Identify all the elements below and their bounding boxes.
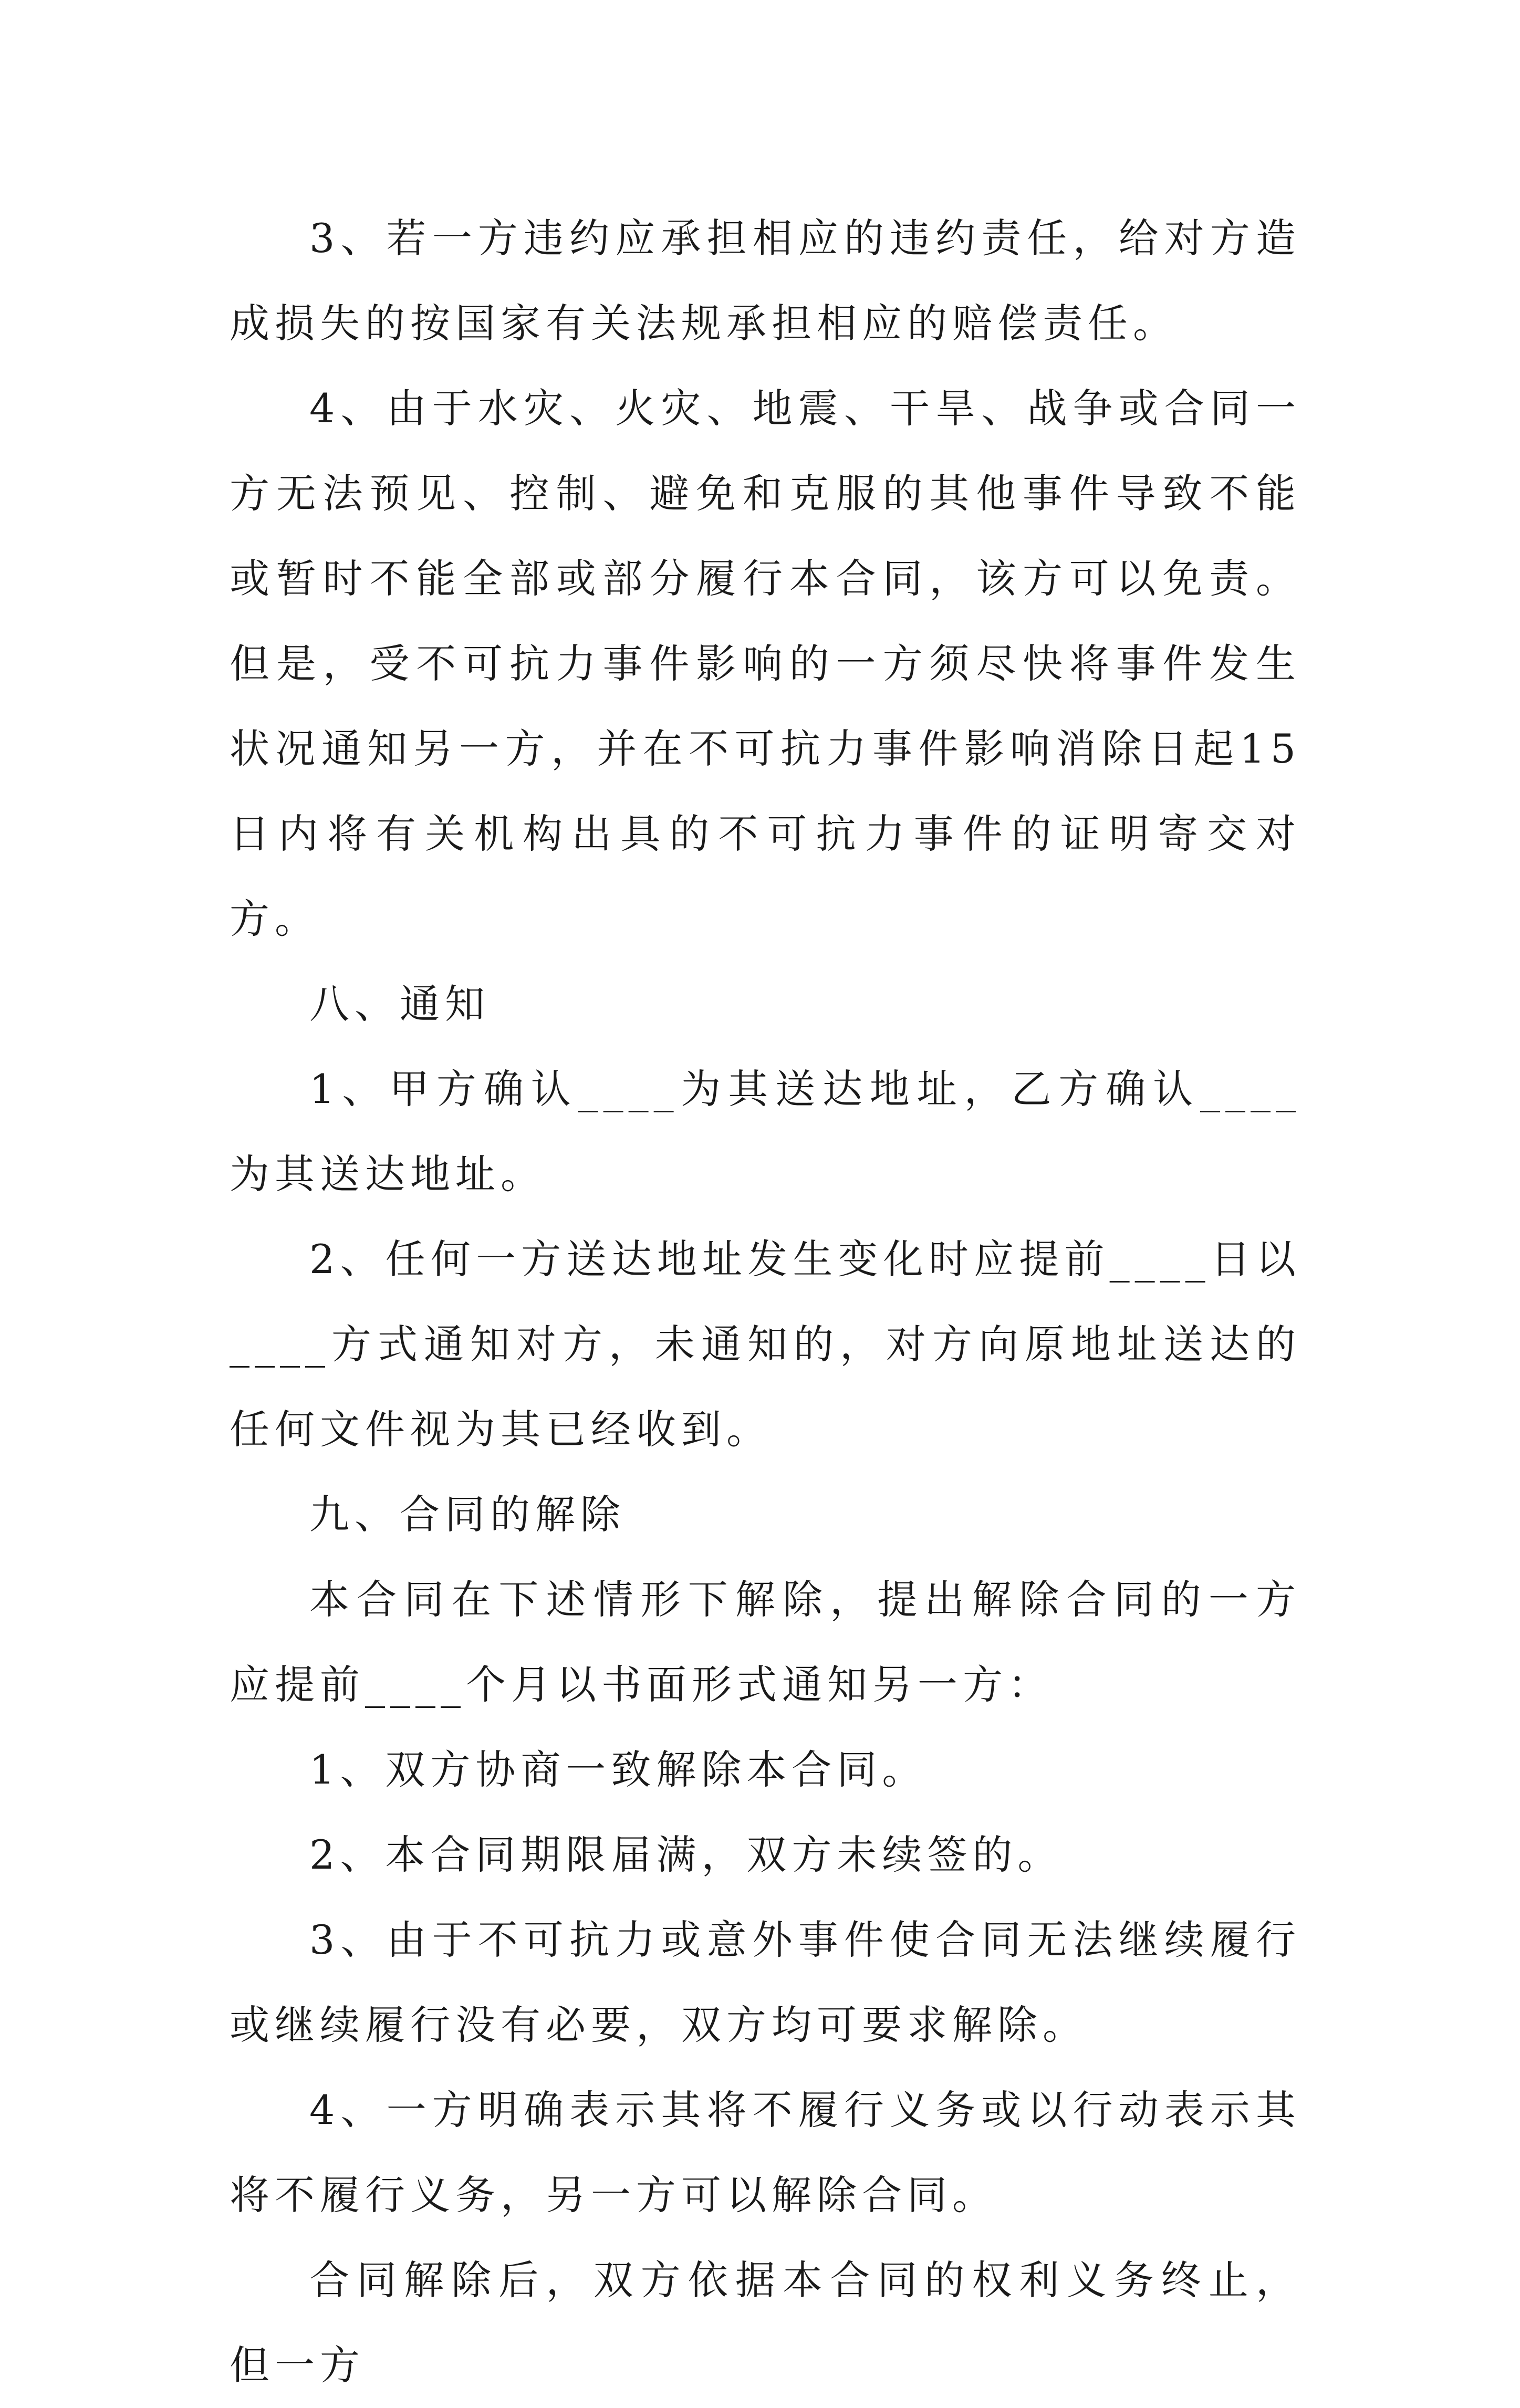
paragraph-termination-expiry: 2、本合同期限届满，双方未续签的。: [309, 1831, 1063, 1878]
paragraph-termination-mutual: 1、双方协商一致解除本合同。: [309, 1746, 928, 1793]
document-body: [230, 196, 1301, 2408]
section-heading-notice: 八、通知: [309, 981, 490, 1027]
section-heading-termination: 九、合同的解除: [309, 1491, 626, 1538]
paragraph-termination-force-majeure: 3、由于不可抗力或意外事件使合同无法继续履行或继续履行没有必要，双方均可要求解除。: [230, 1916, 1301, 2048]
paragraph-address-change: 2、任何一方送达地址发生变化时应提前____日以____方式通知对方，未通知的，对方向原地址送达的任何文件视为其已经收到。: [230, 1236, 1301, 1453]
paragraph-termination-repudiation: 4、一方明确表示其将不履行义务或以行动表示其将不履行义务，另一方可以解除合同。: [230, 2087, 1301, 2218]
paragraph-termination-intro: 本合同在下述情形下解除，提出解除合同的一方应提前____个月以书面形式通知另一方：: [230, 1576, 1301, 1708]
paragraph-force-majeure: 4、由于水灾、火灾、地震、干旱、战争或合同一方无法预见、控制、避免和克服的其他事件导致不能或暂时不能全部或部分履行本合同，该方可以免责。但是，受不可抗力事件影响的一方须尽快将事件发生状况通知另一方，并在不可抗力事件影响消除日起15日内将有关机构出具的不可抗力事件的证明寄交对方。: [230, 385, 1301, 942]
paragraph-breach-liability: 3、若一方违约应承担相应的违约责任，给对方造成损失的按国家有关法规承担相应的赔偿责任。: [230, 215, 1301, 347]
paragraph-after-termination: 合同解除后，双方依据本合同的权利义务终止，但一方: [230, 2257, 1301, 2389]
paragraph-delivery-address: 1、甲方确认____为其送达地址，乙方确认____为其送达地址。: [230, 1066, 1301, 1197]
